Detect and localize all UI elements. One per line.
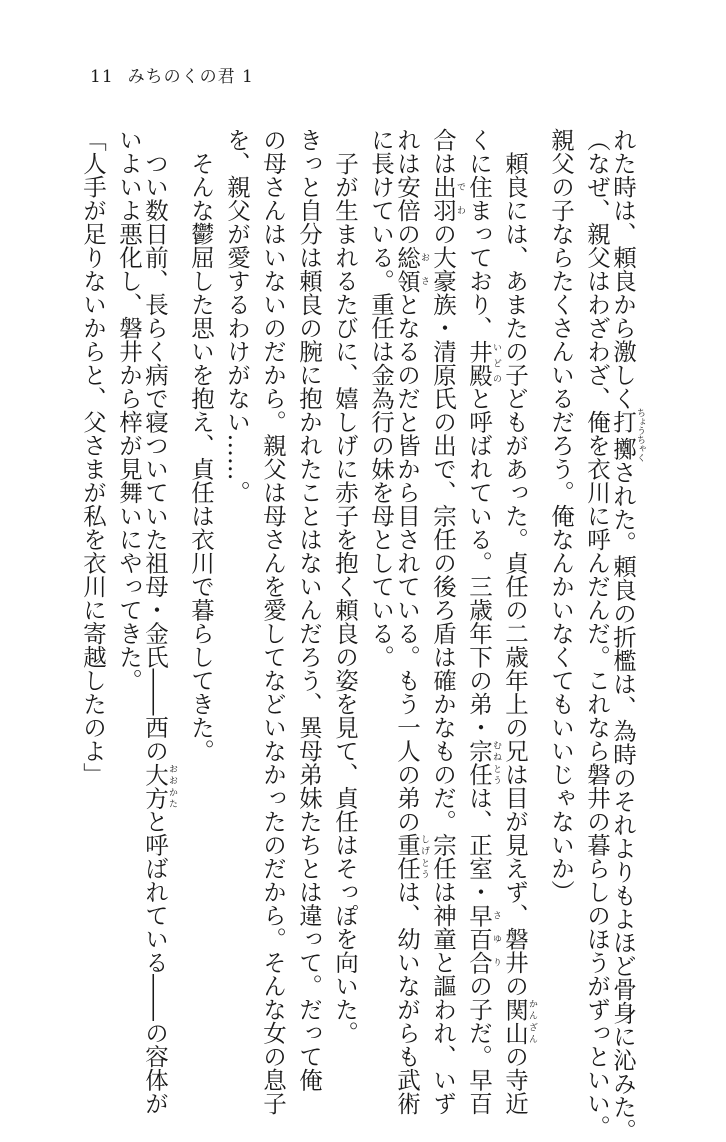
text-column: 親父の子ならたくさんいるだろう。俺なんかいなくてもいいじゃないか） bbox=[547, 128, 575, 904]
page-number: 11 bbox=[90, 67, 114, 87]
text-column: そんな鬱屈した思いを抱え、貞任は衣川で暮らしてきた。 bbox=[187, 128, 215, 763]
vertical-text-body bbox=[79, 128, 645, 1142]
text-column: （なぜ、親父はわざわざ、俺を衣川に呼んだんだ。これなら磐井の暮らしのほうがずっといい。 bbox=[583, 128, 611, 1139]
text-column: 子が生まれるたびに、嬉しげに赤子を抱く頼良の姿を見て、貞任はそっぽを向いた。 bbox=[331, 128, 359, 1045]
text-column: 合は出羽でわの大豪族・清原氏の出で、宗任の後ろ盾は確かなものだ。宗任は神童と謳われ、いず bbox=[429, 128, 465, 1115]
text-column: くに住まっており、井殿いどのと呼ばれている。三歳年下の弟・宗任むねとうは、正室・早百合さゆりの子だ。早百 bbox=[465, 128, 501, 1115]
text-column: の母さんはいないのだから。親父は母さんを愛してなどいなかったのだから。そんな女の息子 bbox=[259, 128, 287, 1115]
text-column: いよいよ悪化し、磐井から梓が見舞いにやってきた。 bbox=[115, 128, 143, 692]
text-column: 「人手が足りないからと、父さまが私を衣川に寄越したのよ」 bbox=[79, 128, 107, 786]
text-column: つい数日前、長らく病で寝ついていた祖母・金氏――西の大方おおかたと呼ばれている――の容体が bbox=[141, 128, 177, 1115]
text-column: を、親父が愛するわけがない……。 bbox=[223, 128, 251, 504]
text-column: に長けている。重任は金為行の妹を母としている。 bbox=[367, 128, 395, 669]
text-column: れは安倍の総領おさとなるのだと皆から目されている。もう一人の弟の重任しげとうは、幼いながらも武術 bbox=[393, 128, 429, 1115]
text-column: れた時は、頼良から激しく打擲ちょうちゃくされた。頼良の折檻は、為時のそれよりもよほど骨身に沁みた。 bbox=[609, 128, 645, 1142]
running-head bbox=[90, 62, 254, 87]
text-column: きっと自分は頼良の腕に抱かれたことはないんだろう、異母弟妹たちとは違って。だって俺 bbox=[295, 128, 323, 1092]
text-column: 頼良には、あまたの子どもがあった。貞任の二歳年上の兄は目が見えず、磐井の関山かんざんの寺近 bbox=[501, 128, 537, 1115]
chapter-title: みちのくの君 1 bbox=[127, 67, 254, 87]
